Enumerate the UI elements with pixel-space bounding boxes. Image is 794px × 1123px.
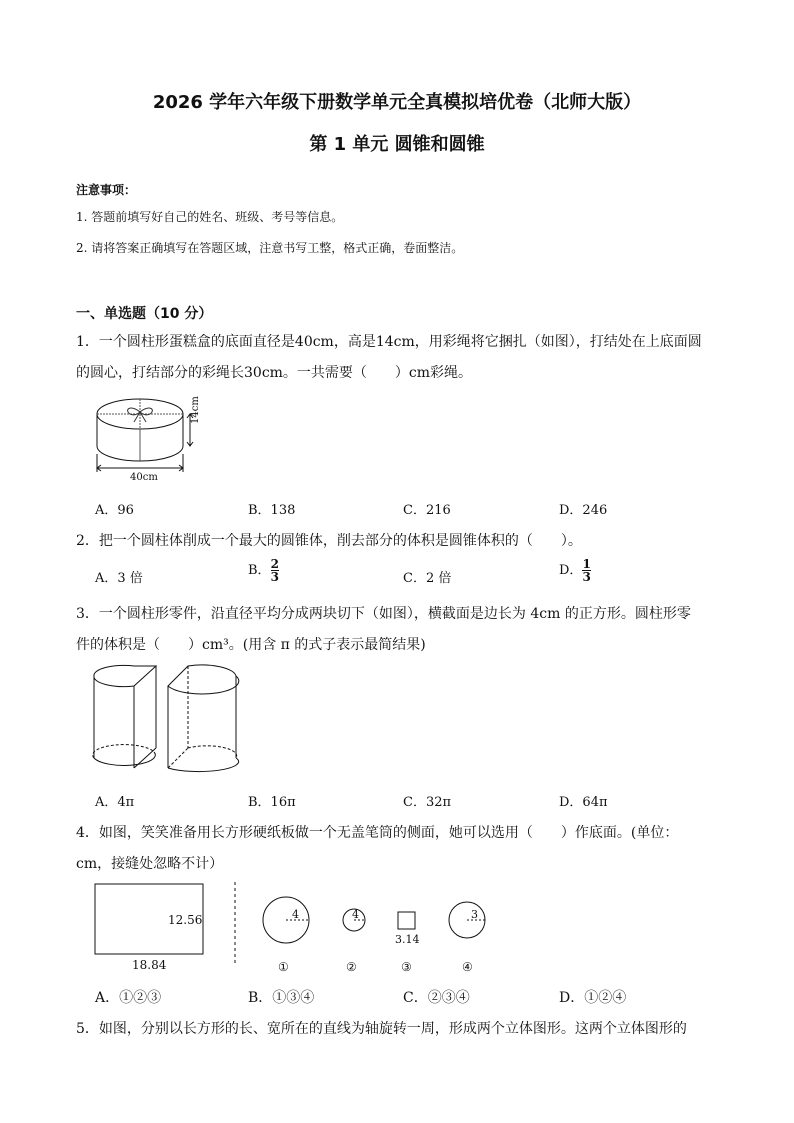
q4-option-d[interactable]: D．①②④	[559, 990, 627, 1006]
q4-circle1-label: 4	[292, 908, 299, 921]
q2-option-b-fraction	[271, 558, 279, 583]
q1-text-line2: 的圆心，打结部分的彩绳长30cm。一共需要（ ）cm彩绳。	[76, 365, 473, 381]
q2-option-d[interactable]	[559, 558, 591, 583]
q4-circle2-label: 4	[352, 908, 359, 921]
q4-label-4: ④	[462, 960, 473, 974]
q4-circle4-label: 3	[471, 908, 478, 921]
q4-option-a[interactable]: A．①②③	[95, 990, 162, 1006]
fraction-numerator: 2	[270, 557, 279, 571]
q4-rect-width-label: 18.84	[132, 958, 167, 972]
q1-height-label: 14cm	[190, 396, 201, 424]
fraction-denominator: 3	[582, 570, 591, 584]
q4-label-1: ①	[278, 960, 289, 974]
q1-diameter-label: 40cm	[130, 472, 158, 483]
q4-square-label: 3.14	[395, 933, 420, 946]
q3-text-line1: 3．一个圆柱形零件，沿直径平均分成两块切下（如图），横截面是边长为 4cm 的正方形。圆柱形零	[76, 606, 691, 622]
q4-text-line1: 4．如图，笑笑准备用长方形硬纸板做一个无盖笔筒的侧面，她可以选用（ ）作底面。(单位：	[76, 825, 679, 841]
q4-text-line2: cm，接缝处忽略不计）	[76, 856, 224, 872]
q3-option-b[interactable]: B．16π	[248, 795, 296, 810]
q2-option-b[interactable]	[248, 558, 279, 583]
q2-option-d-fraction	[582, 558, 590, 583]
notes-item-1: 1. 答题前填写好自己的姓名、班级、考号等信息。	[76, 210, 344, 224]
q4-option-c[interactable]: C．②③④	[403, 990, 470, 1006]
q1-option-c[interactable]: C．216	[403, 503, 451, 518]
fraction-numerator: 1	[582, 557, 591, 571]
q3-option-c[interactable]: C．32π	[403, 795, 452, 810]
page-title: 2026 学年六年级下册数学单元全真模拟培优卷（北师大版）	[152, 92, 642, 113]
q4-label-2: ②	[346, 960, 357, 974]
q5-text-line1: 5．如图，分别以长方形的长、宽所在的直线为轴旋转一周，形成两个立体图形。这两个立体图形的	[76, 1021, 687, 1037]
q1-option-b[interactable]: B．138	[248, 503, 296, 518]
q4-label-3: ③	[401, 960, 412, 974]
q2-option-a[interactable]: A．3 倍	[95, 571, 143, 586]
q3-cut-cylinder-figure	[90, 660, 250, 782]
page-subtitle: 第 1 单元 圆锥和圆锥	[309, 134, 485, 155]
q4-option-b[interactable]: B．①③④	[248, 990, 315, 1006]
notes-item-2: 2. 请将答案正确填写在答题区域，注意书写工整，格式正确，卷面整洁。	[76, 241, 464, 255]
q1-option-a[interactable]: A．96	[95, 503, 134, 518]
q2-option-b-letter: B．	[248, 563, 271, 578]
notes-heading: 注意事项：	[76, 183, 137, 197]
q1-option-d[interactable]: D．246	[559, 503, 608, 518]
q1-text-line1: 1．一个圆柱形蛋糕盒的底面直径是40cm，高是14cm，用彩绳将它捆扎（如图），打结处在上底面圆	[76, 334, 702, 350]
section-heading: 一、单选题（10 分）	[76, 306, 213, 322]
q3-option-a[interactable]: A．4π	[95, 795, 135, 810]
q3-text-line2: 件的体积是（ ）cm³。(用含 π 的式子表示最简结果)	[76, 637, 426, 653]
q4-cardboard-figure	[90, 880, 470, 970]
fraction-denominator: 3	[270, 570, 279, 584]
q3-option-d[interactable]: D．64π	[559, 795, 608, 810]
q2-text: 2．把一个圆柱体削成一个最大的圆锥体，削去部分的体积是圆锥体积的（ ）。	[76, 533, 582, 549]
q2-option-c[interactable]: C．2 倍	[403, 571, 452, 586]
q4-rect-height-label: 12.56	[168, 913, 203, 927]
q2-option-d-letter: D．	[559, 563, 583, 578]
